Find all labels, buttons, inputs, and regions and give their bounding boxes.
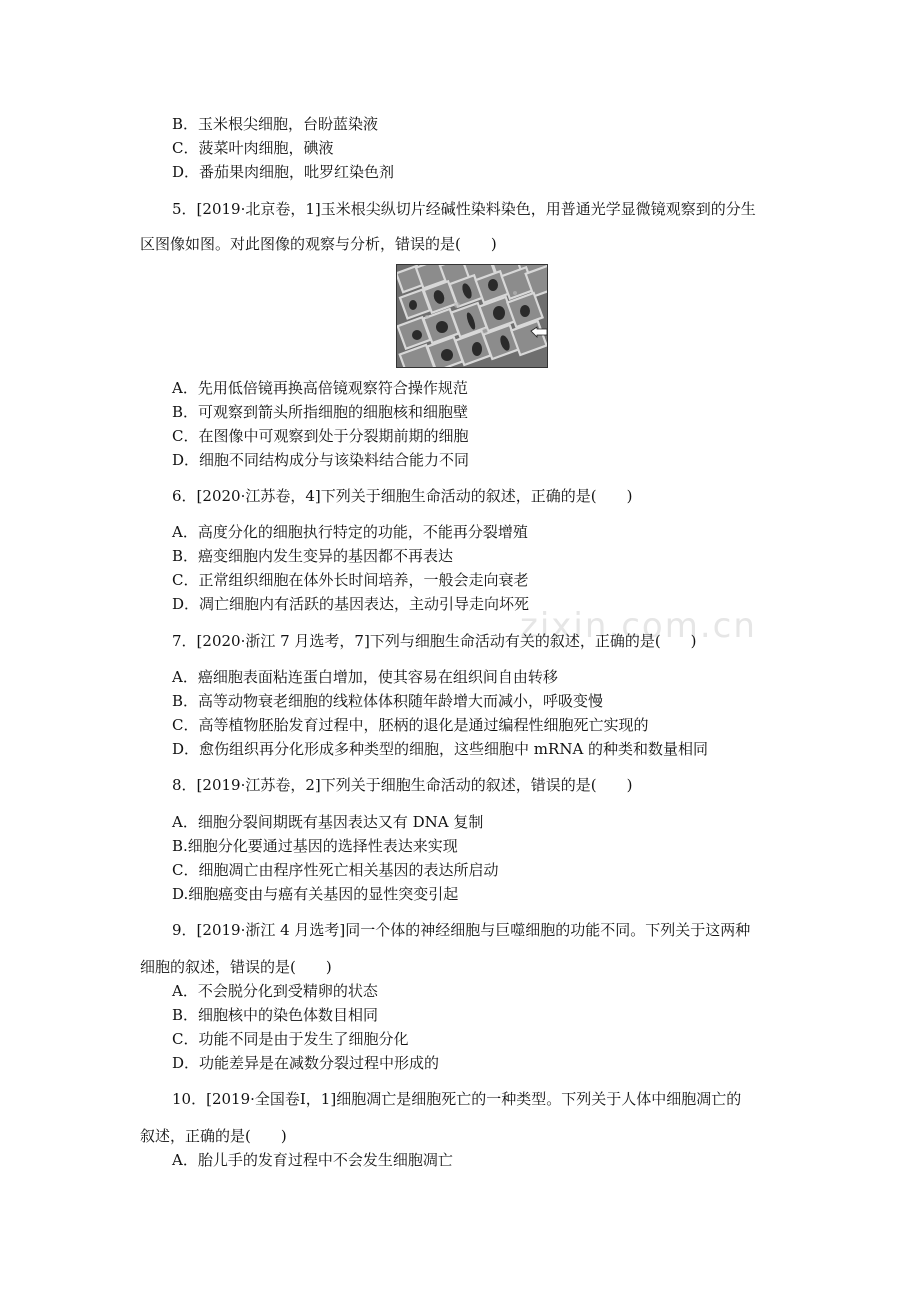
q7-option-d: D．愈伤组织再分化形成多种类型的细胞，这些细胞中 mRNA 的种类和数量相同 (172, 740, 709, 758)
q5-option-b: B．可观察到箭头所指细胞的细胞核和细胞壁 (172, 403, 469, 421)
q5-option-c: C．在图像中可观察到处于分裂期前期的细胞 (172, 427, 469, 445)
q5-stem-line2: 区图像如图。对此图像的观察与分析，错误的是( ) (140, 235, 497, 253)
q9-stem-line1: 9．[2019·浙江 4 月选考]同一个体的神经细胞与巨噬细胞的功能不同。下列关于这两种 (172, 921, 751, 939)
q6-option-b: B．癌变细胞内发生变异的基因都不再表达 (172, 547, 454, 565)
q7-stem: 7．[2020·浙江 7 月选考，7]下列与细胞生命活动有关的叙述，正确的是( ) (172, 632, 697, 650)
q6-option-c: C．正常组织细胞在体外长时间培养，一般会走向衰老 (172, 571, 529, 589)
q8-option-d: D.细胞癌变由与癌有关基因的显性突变引起 (172, 885, 459, 903)
micrograph-icon (397, 265, 547, 367)
q9-option-b: B．细胞核中的染色体数目相同 (172, 1006, 379, 1024)
q7-option-a: A．癌细胞表面粘连蛋白增加，使其容易在组织间自由转移 (172, 668, 558, 686)
q5-option-d: D．细胞不同结构成分与该染料结合能力不同 (172, 451, 470, 469)
q9-option-c: C．功能不同是由于发生了细胞分化 (172, 1030, 409, 1048)
watermark: zixin.com.cn (520, 606, 757, 646)
q9-stem-line2: 细胞的叙述，错误的是( ) (140, 958, 332, 976)
q4-option-c: C．菠菜叶肉细胞，碘液 (172, 139, 334, 157)
q4-option-d: D．番茄果肉细胞，吡罗红染色剂 (172, 163, 395, 181)
q9-option-d: D．功能差异是在减数分裂过程中形成的 (172, 1054, 440, 1072)
q6-option-d: D．凋亡细胞内有活跃的基因表达，主动引导走向坏死 (172, 595, 530, 613)
q9-option-a: A．不会脱分化到受精卵的状态 (172, 982, 378, 1000)
q4-option-b: B．玉米根尖细胞，台盼蓝染液 (172, 115, 379, 133)
micrograph-image (396, 264, 548, 368)
q7-option-b: B．高等动物衰老细胞的线粒体体积随年龄增大而减小，呼吸变慢 (172, 692, 604, 710)
q5-option-a: A．先用低倍镜再换高倍镜观察符合操作规范 (172, 379, 468, 397)
q10-stem-line2: 叙述，正确的是( ) (140, 1127, 287, 1145)
q8-stem: 8．[2019·江苏卷，2]下列关于细胞生命活动的叙述，错误的是( ) (172, 776, 633, 794)
q6-stem: 6．[2020·江苏卷，4]下列关于细胞生命活动的叙述，正确的是( ) (172, 487, 633, 505)
q8-option-c: C．细胞凋亡由程序性死亡相关基因的表达所启动 (172, 861, 499, 879)
q8-option-a: A．细胞分裂间期既有基因表达又有 DNA 复制 (172, 813, 484, 831)
q8-option-b: B.细胞分化要通过基因的选择性表达来实现 (172, 837, 458, 855)
q10-stem-line1: 10．[2019·全国卷Ⅰ，1]细胞凋亡是细胞死亡的一种类型。下列关于人体中细胞凋亡的 (172, 1090, 742, 1108)
q7-option-c: C．高等植物胚胎发育过程中，胚柄的退化是通过编程性细胞死亡实现的 (172, 716, 649, 734)
q6-option-a: A．高度分化的细胞执行特定的功能，不能再分裂增殖 (172, 523, 528, 541)
q10-option-a: A．胎儿手的发育过程中不会发生细胞凋亡 (172, 1151, 453, 1169)
q5-stem-line1: 5．[2019·北京卷，1]玉米根尖纵切片经碱性染料染色，用普通光学显微镜观察到的分生 (172, 200, 756, 218)
